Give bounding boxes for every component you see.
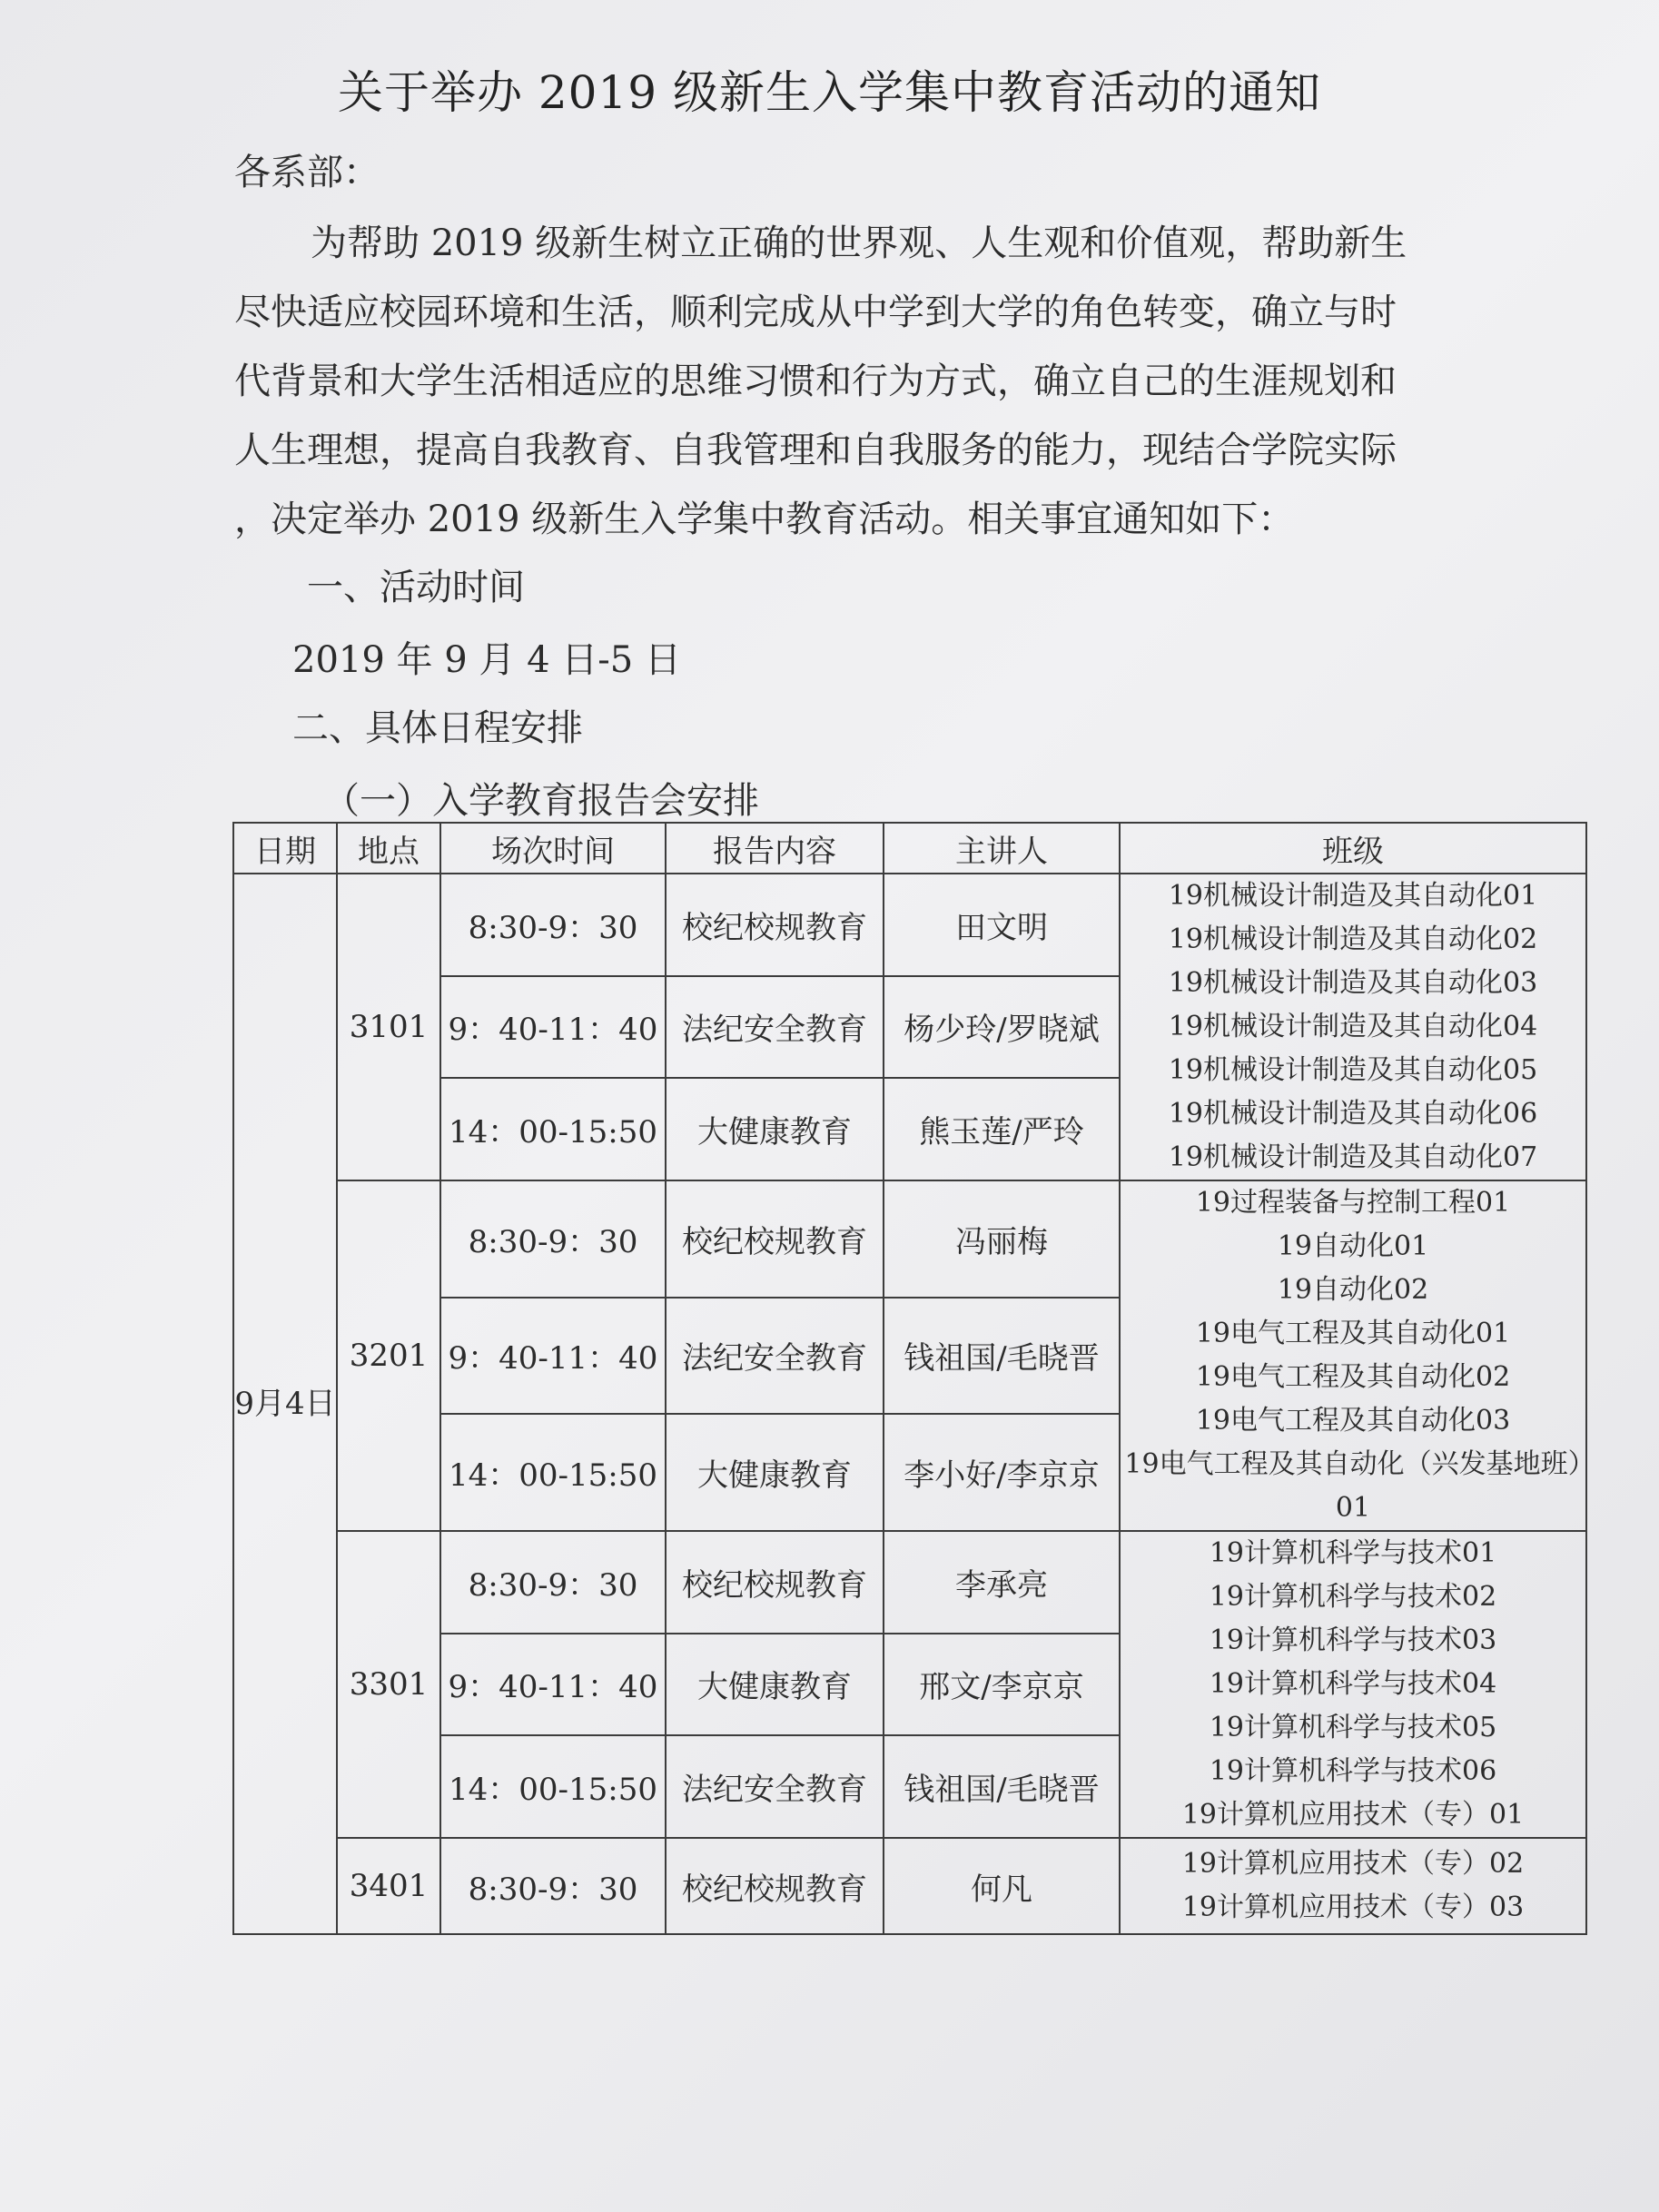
intro-line: 人生理想，提高自我教育、自我管理和自我服务的能力，现结合学院实际 (234, 430, 1397, 471)
class-name: 19机械设计制造及其自动化06 (1168, 1098, 1538, 1130)
class-name: 19电气工程及其自动化（兴发基地班）01 (1124, 1448, 1582, 1524)
intro-line: 尽快适应校园环境和生活，顺利完成从中学到大学的角色转变，确立与时 (234, 291, 1397, 333)
intro-line: 代背景和大学生活相适应的思维习惯和行为方式，确立自己的生涯规划和 (234, 360, 1397, 402)
time-cell: 8:30-9：30 (440, 1838, 666, 1934)
time-cell: 14：00-15:50 (440, 1414, 666, 1531)
header-classes: 班级 (1120, 823, 1586, 874)
class-name: 19计算机科学与技术03 (1209, 1624, 1497, 1656)
content-cell: 大健康教育 (666, 1078, 884, 1180)
speaker-cell: 李承亮 (884, 1531, 1120, 1634)
content-cell: 法纪安全教育 (666, 1298, 884, 1415)
class-name: 19机械设计制造及其自动化01 (1168, 880, 1538, 912)
content-cell: 校纪校规教育 (666, 1180, 884, 1298)
table-header-row (233, 823, 1586, 874)
time-cell: 9：40-11：40 (440, 1298, 666, 1415)
time-cell: 8:30-9：30 (440, 874, 666, 976)
classes-cell (1120, 874, 1586, 1180)
section-heading-time: 一、活动时间 (307, 567, 525, 608)
speaker-cell: 熊玉莲/严玲 (884, 1078, 1120, 1180)
header-speaker: 主讲人 (884, 823, 1120, 874)
class-name: 19计算机应用技术（专）01 (1181, 1799, 1525, 1831)
speaker-cell: 钱祖国/毛晓晋 (884, 1735, 1120, 1838)
class-name: 19电气工程及其自动化02 (1195, 1361, 1511, 1393)
content-cell: 校纪校规教育 (666, 1531, 884, 1634)
speaker-cell: 冯丽梅 (884, 1180, 1120, 1298)
header-time: 场次时间 (440, 823, 666, 874)
time-cell: 8:30-9：30 (440, 1180, 666, 1298)
classes-cell (1120, 1838, 1586, 1934)
content-cell: 大健康教育 (666, 1634, 884, 1736)
table-row (233, 1180, 1586, 1298)
activity-date: 2019 年 9 月 4 日-5 日 (292, 639, 681, 681)
time-cell: 9：40-11：40 (440, 976, 666, 1079)
place-cell: 3101 (337, 874, 440, 1180)
class-name: 19机械设计制造及其自动化04 (1168, 1011, 1538, 1042)
speaker-cell: 杨少玲/罗晓斌 (884, 976, 1120, 1079)
header-date: 日期 (233, 823, 337, 874)
class-name: 19电气工程及其自动化01 (1195, 1318, 1511, 1349)
time-cell: 14：00-15:50 (440, 1735, 666, 1838)
class-name: 19计算机科学与技术01 (1209, 1537, 1497, 1569)
intro-paragraph (234, 209, 1487, 554)
place-cell: 3301 (337, 1531, 440, 1838)
schedule-table (232, 822, 1587, 1935)
classes-cell (1120, 1180, 1586, 1531)
class-name: 19机械设计制造及其自动化05 (1168, 1054, 1538, 1086)
time-cell: 8:30-9：30 (440, 1531, 666, 1634)
class-name: 19过程装备与控制工程01 (1195, 1187, 1511, 1219)
place-cell: 3401 (337, 1838, 440, 1934)
content-cell: 大健康教育 (666, 1414, 884, 1531)
class-name: 19计算机应用技术（专）02 (1181, 1848, 1525, 1880)
place-cell: 3201 (337, 1180, 440, 1531)
table-row (233, 1531, 1586, 1634)
intro-line: 为帮助 2019 级新生树立正确的世界观、人生观和价值观，帮助新生 (311, 222, 1407, 264)
class-name: 19计算机科学与技术02 (1209, 1581, 1497, 1613)
notice-title: 关于举办 2019 级新生入学集中教育活动的通知 (337, 66, 1322, 119)
content-cell: 校纪校规教育 (666, 1838, 884, 1934)
class-name: 19自动化02 (1277, 1274, 1429, 1306)
class-name: 19计算机应用技术（专）03 (1181, 1891, 1525, 1923)
header-place: 地点 (337, 823, 440, 874)
speaker-cell: 邢文/李京京 (884, 1634, 1120, 1736)
salutation: 各系部： (234, 152, 380, 193)
intro-line: ，决定举办 2019 级新生入学集中教育活动。相关事宜通知如下： (234, 499, 1295, 540)
speaker-cell: 田文明 (884, 874, 1120, 976)
table-row (233, 1838, 1586, 1934)
speaker-cell: 钱祖国/毛晓晋 (884, 1298, 1120, 1415)
classes-cell (1120, 1531, 1586, 1838)
class-name: 19机械设计制造及其自动化03 (1168, 967, 1538, 999)
speaker-cell: 何凡 (884, 1838, 1120, 1934)
class-name: 19机械设计制造及其自动化07 (1168, 1141, 1538, 1173)
class-name: 19计算机科学与技术05 (1209, 1712, 1497, 1743)
content-cell: 校纪校规教育 (666, 874, 884, 976)
class-name: 19计算机科学与技术04 (1209, 1668, 1497, 1700)
section-heading-schedule: 二、具体日程安排 (292, 707, 583, 749)
content-cell: 法纪安全教育 (666, 1735, 884, 1838)
time-cell: 9：40-11：40 (440, 1634, 666, 1736)
content-cell: 法纪安全教育 (666, 976, 884, 1079)
subsection-heading-report: （一）入学教育报告会安排 (323, 780, 759, 822)
class-name: 19自动化01 (1277, 1230, 1429, 1262)
speaker-cell: 李小好/李京京 (884, 1414, 1120, 1531)
class-name: 19电气工程及其自动化03 (1195, 1405, 1511, 1437)
time-cell: 14：00-15:50 (440, 1078, 666, 1180)
class-name: 19计算机科学与技术06 (1209, 1755, 1497, 1787)
header-content: 报告内容 (666, 823, 884, 874)
class-name: 19机械设计制造及其自动化02 (1168, 923, 1538, 955)
date-cell: 9月4日 (233, 874, 337, 1934)
table-row (233, 874, 1586, 976)
